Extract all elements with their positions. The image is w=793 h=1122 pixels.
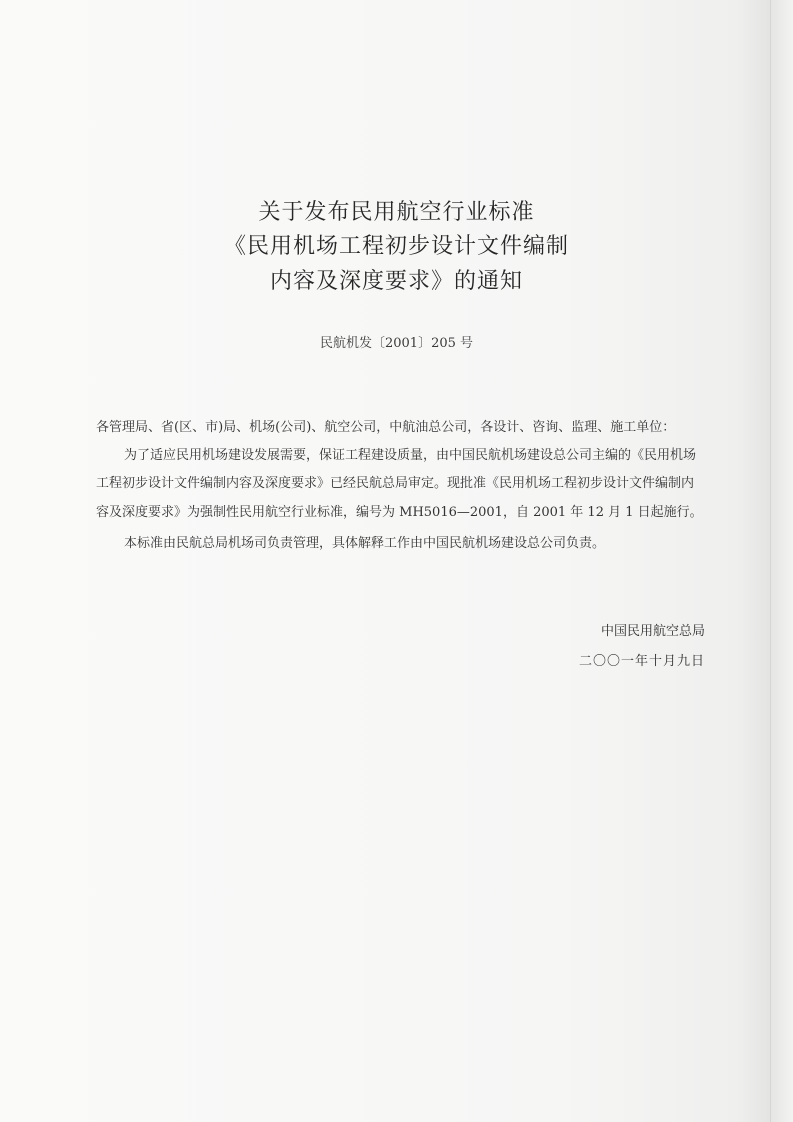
signature-date: 二〇〇一年十月九日: [578, 654, 705, 669]
addressees: 各管理局、省(区、市)局、机场(公司)、航空公司，中航油总公司，各设计、咨询、监理、施工单位：: [96, 420, 676, 435]
page-edge-shadow: [770, 0, 771, 1122]
paragraph-1-line-2: 工程初步设计文件编制内容及深度要求》已经民航总局审定。现批准《民用机场工程初步设计文件编制内: [96, 476, 695, 491]
paragraph-1-line-3: 容及深度要求》为强制性民用航空行业标准，编号为 MH5016—2001，自 2001 年 12 月 1 日起施行。: [96, 505, 703, 520]
document-number: 民航机发〔2001〕205 号: [319, 336, 474, 351]
title-line-3: 内容及深度要求》的通知: [269, 269, 523, 294]
signature-organization: 中国民用航空总局: [600, 624, 705, 639]
paragraph-2: 本标准由民航总局机场司负责管理，具体解释工作由中国民航机场建设总公司负责。: [124, 536, 606, 551]
paragraph-1-line-1: 为了适应民用机场建设发展需要，保证工程建设质量，由中国民航机场建设总公司主编的《民用机场: [124, 448, 697, 463]
title-line-1: 关于发布民用航空行业标准: [258, 200, 535, 225]
title-line-2: 《民用机场工程初步设计文件编制: [223, 234, 569, 259]
